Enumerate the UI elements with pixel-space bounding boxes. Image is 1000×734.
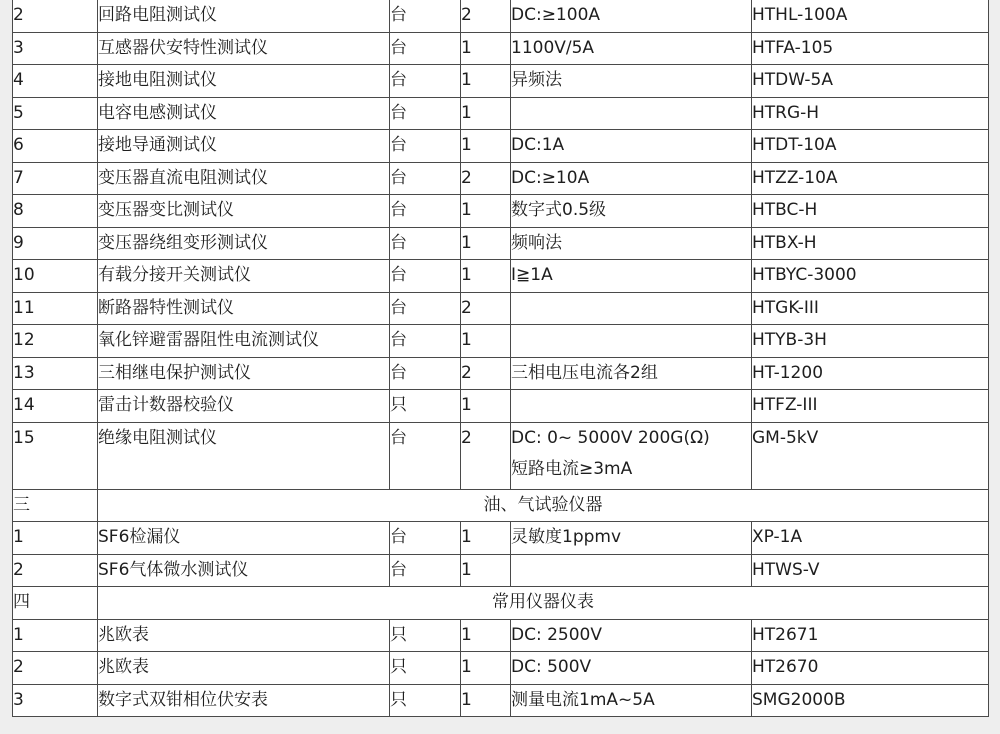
cell-name: 有载分接开关测试仪 [98,260,390,293]
cell-name: 接地电阻测试仪 [98,65,390,98]
table-row [13,97,989,130]
cell-spec: 测量电流1mA~5A [511,684,752,717]
cell-spec: DC:≥100A [511,0,752,32]
cell-spec: DC: 500V [511,652,752,685]
cell-qty: 1 [461,130,511,163]
cell-model: HTWS-V [752,554,989,587]
cell-model: HTBYC-3000 [752,260,989,293]
cell-unit: 台 [390,357,461,390]
cell-model: GM-5kV [752,422,989,489]
cell-model: HTFZ-III [752,390,989,423]
cell-spec: DC:1A [511,130,752,163]
cell-spec: 数字式0.5级 [511,195,752,228]
cell-model: HT2671 [752,619,989,652]
cell-unit: 台 [390,292,461,325]
cell-name: 变压器直流电阻测试仪 [98,162,390,195]
cell-no: 14 [13,390,98,423]
cell-qty: 1 [461,260,511,293]
cell-spec: 频响法 [511,227,752,260]
cell-qty: 1 [461,97,511,130]
table-row [13,554,989,587]
cell-qty: 1 [461,325,511,358]
spec-line: DC: 0~ 5000V 200G(Ω) [511,427,710,448]
cell-unit: 台 [390,162,461,195]
cell-qty: 1 [461,390,511,423]
cell-model: HTBX-H [752,227,989,260]
cell-qty: 1 [461,554,511,587]
cell-no: 8 [13,195,98,228]
cell-no: 5 [13,97,98,130]
table-row [13,522,989,555]
cell-spec: DC:≥10A [511,162,752,195]
cell-qty: 1 [461,652,511,685]
cell-model: SMG2000B [752,684,989,717]
cell-no: 11 [13,292,98,325]
cell-unit: 只 [390,652,461,685]
table-row [13,292,989,325]
cell-no: 3 [13,32,98,65]
cell-spec: 异频法 [511,65,752,98]
cell-model: HTYB-3H [752,325,989,358]
equipment-table [12,0,989,717]
cell-unit: 台 [390,195,461,228]
table-row [13,227,989,260]
cell-qty: 2 [461,422,511,489]
cell-qty: 1 [461,65,511,98]
section-title: 常用仪器仪表 [98,587,989,620]
cell-unit: 台 [390,32,461,65]
cell-qty: 1 [461,227,511,260]
cell-model: HTBC-H [752,195,989,228]
table-row [13,357,989,390]
table-row [13,195,989,228]
cell-model: XP-1A [752,522,989,555]
cell-qty: 1 [461,195,511,228]
cell-spec [511,325,752,358]
cell-name: 接地导通测试仪 [98,130,390,163]
cell-spec: DC: 2500V [511,619,752,652]
cell-unit: 只 [390,684,461,717]
cell-model: HTRG-H [752,97,989,130]
cell-model: HTDT-10A [752,130,989,163]
table-row [13,619,989,652]
cell-unit: 台 [390,0,461,32]
cell-spec: 三相电压电流各2组 [511,357,752,390]
spec-line: 短路电流≥3mA [511,458,633,479]
table-row [13,65,989,98]
cell-model: HTZZ-10A [752,162,989,195]
table-row [13,325,989,358]
cell-qty: 2 [461,357,511,390]
cell-name: 三相继电保护测试仪 [98,357,390,390]
cell-no: 4 [13,65,98,98]
cell-spec [511,554,752,587]
cell-name: 氧化锌避雷器阻性电流测试仪 [98,325,390,358]
cell-unit: 台 [390,522,461,555]
cell-unit: 台 [390,422,461,489]
cell-name: 互感器伏安特性测试仪 [98,32,390,65]
cell-no: 10 [13,260,98,293]
cell-no: 1 [13,522,98,555]
cell-name: 电容电感测试仪 [98,97,390,130]
cell-spec: I≧1A [511,260,752,293]
cell-qty: 1 [461,32,511,65]
cell-no: 2 [13,652,98,685]
table-row [13,652,989,685]
cell-name: 兆欧表 [98,652,390,685]
cell-model: HT2670 [752,652,989,685]
cell-name: 变压器变比测试仪 [98,195,390,228]
cell-unit: 只 [390,390,461,423]
section-row [13,489,989,522]
cell-qty: 1 [461,522,511,555]
cell-name: 回路电阻测试仪 [98,0,390,32]
cell-name: 兆欧表 [98,619,390,652]
cell-qty: 2 [461,0,511,32]
section-title: 油、气试验仪器 [98,489,989,522]
cell-no: 15 [13,422,98,489]
cell-qty: 1 [461,684,511,717]
table-row [13,422,989,489]
cell-spec: 灵敏度1ppmv [511,522,752,555]
cell-unit: 台 [390,130,461,163]
cell-spec: 1100V/5A [511,32,752,65]
cell-unit: 台 [390,260,461,293]
cell-no: 9 [13,227,98,260]
section-number: 三 [13,489,98,522]
cell-unit: 台 [390,554,461,587]
cell-name: 变压器绕组变形测试仪 [98,227,390,260]
cell-no: 7 [13,162,98,195]
cell-unit: 台 [390,97,461,130]
cell-name: 数字式双钳相位伏安表 [98,684,390,717]
cell-no: 12 [13,325,98,358]
cell-model: HTFA-105 [752,32,989,65]
cell-unit: 只 [390,619,461,652]
cell-model: HTDW-5A [752,65,989,98]
section-number: 四 [13,587,98,620]
cell-unit: 台 [390,65,461,98]
cell-unit: 台 [390,325,461,358]
cell-no: 1 [13,619,98,652]
cell-unit: 台 [390,227,461,260]
cell-no: 2 [13,0,98,32]
cell-spec [511,422,752,489]
table-row [13,0,989,32]
cell-name: SF6气体微水测试仪 [98,554,390,587]
cell-qty: 1 [461,619,511,652]
cell-no: 6 [13,130,98,163]
cell-spec [511,292,752,325]
cell-qty: 2 [461,162,511,195]
cell-name: 绝缘电阻测试仪 [98,422,390,489]
cell-no: 3 [13,684,98,717]
cell-no: 2 [13,554,98,587]
table-row [13,684,989,717]
table-row [13,32,989,65]
cell-no: 13 [13,357,98,390]
cell-name: 雷击计数器校验仪 [98,390,390,423]
cell-spec [511,390,752,423]
cell-name: 断路器特性测试仪 [98,292,390,325]
section-row [13,587,989,620]
cell-model: HTHL-100A [752,0,989,32]
cell-qty: 2 [461,292,511,325]
table-row [13,162,989,195]
table-row [13,260,989,293]
cell-spec [511,97,752,130]
cell-model: HTGK-III [752,292,989,325]
table-row [13,130,989,163]
table-row [13,390,989,423]
cell-name: SF6检漏仪 [98,522,390,555]
cell-model: HT-1200 [752,357,989,390]
